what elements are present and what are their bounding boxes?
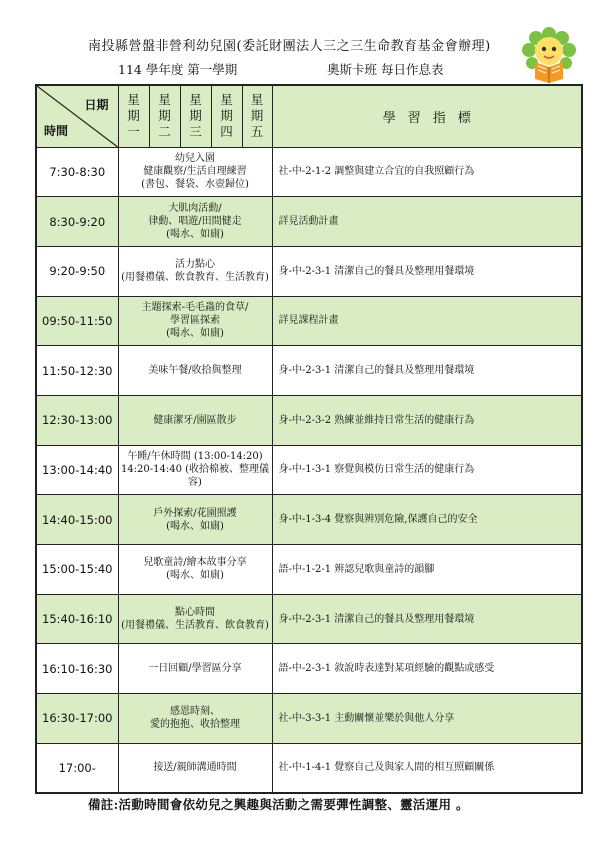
date-corner-label: 日期 — [84, 98, 109, 112]
schedule-row — [36, 197, 582, 247]
day-header-tuesday: 星 期 二 — [149, 85, 180, 147]
activity-line: (用餐禮儀、飲食教育、生活教育) — [121, 272, 269, 284]
school-title: 南投縣營盤非營利幼兒園(委託財團法人三之三生命教育基金會辦理) — [88, 39, 491, 54]
time-cell: 16:30-17:00 — [36, 694, 118, 744]
activity-line: 幼兒入園 — [175, 153, 215, 165]
activity-line: 美味午餐/收拾與整理 — [148, 365, 242, 377]
schedule-row — [36, 644, 582, 694]
day-header-wednesday: 星 期 三 — [180, 85, 211, 147]
activity-cell — [118, 395, 272, 445]
learning-indicator-cell: 語-中-2-3-1 敘說時表達對某項經驗的觀點或感受 — [272, 644, 582, 694]
schedule-row — [36, 594, 582, 644]
activity-line: (喝水、如廁) — [166, 570, 224, 582]
schedule-row — [36, 147, 582, 197]
activity-line: 學習區探索 — [170, 315, 220, 327]
time-cell: 09:50-11:50 — [36, 296, 118, 346]
activity-line: 兒歌童詩/繪本故事分享 — [143, 557, 247, 569]
activity-cell — [118, 594, 272, 644]
time-cell: 12:30-13:00 — [36, 395, 118, 445]
activity-cell — [118, 545, 272, 595]
schedule-row — [36, 296, 582, 346]
activity-cell — [118, 743, 272, 793]
schedule-body — [36, 147, 582, 793]
schedule-row — [36, 743, 582, 793]
learning-indicator-header: 學習指標 — [272, 85, 582, 147]
semester-label: 114 學年度 第一學期 — [118, 62, 238, 77]
activity-line: (用餐禮儀、生活教育、飲食教育) — [121, 620, 269, 632]
learning-indicator-cell: 身-中-2-3-1 清潔自己的餐具及整理用餐環境 — [272, 246, 582, 296]
class-schedule-label: 奧斯卡班 每日作息表 — [327, 62, 444, 77]
activity-line: 大肌肉活動/ — [168, 203, 222, 215]
activity-line: 戶外探索/花園照護 — [153, 507, 237, 519]
schedule-row — [36, 694, 582, 744]
activity-cell — [118, 246, 272, 296]
footnote: 備註:活動時間會依幼兒之興趣與活動之需要彈性調整、靈活運用 。 — [88, 797, 469, 812]
time-cell: 17:00- — [36, 743, 118, 793]
activity-line: 感恩時刻、 — [170, 706, 220, 718]
schedule-row — [36, 346, 582, 396]
time-cell: 15:00-15:40 — [36, 545, 118, 595]
schedule-row — [36, 495, 582, 545]
learning-indicator-cell: 身-中-2-3-1 清潔自己的餐具及整理用餐環境 — [272, 594, 582, 644]
activity-cell — [118, 346, 272, 396]
schedule-row — [36, 395, 582, 445]
time-cell: 7:30-8:30 — [36, 147, 118, 197]
daily-schedule-table — [35, 84, 583, 794]
day-header-thursday: 星 期 四 — [211, 85, 242, 147]
corner-header-cell — [36, 85, 118, 147]
activity-cell — [118, 445, 272, 495]
time-cell: 14:40-15:00 — [36, 495, 118, 545]
activity-line: (喝水、如廁) — [166, 520, 224, 532]
schedule-row — [36, 545, 582, 595]
learning-indicator-cell: 詳見活動計畫 — [272, 197, 582, 247]
time-cell: 13:00-14:40 — [36, 445, 118, 495]
activity-cell — [118, 495, 272, 545]
page-header — [0, 0, 600, 84]
activity-line: 活力點心 — [175, 259, 215, 271]
activity-cell — [118, 296, 272, 346]
learning-indicator-cell: 社-中-3-3-1 主動關懷並樂於與他人分享 — [272, 694, 582, 744]
activity-cell — [118, 197, 272, 247]
learning-indicator-cell: 社-中-1-4-1 覺察自己及與家人間的相互照顧關係 — [272, 743, 582, 793]
time-cell: 9:20-9:50 — [36, 246, 118, 296]
activity-line: 健康觀察/生活自理練習 — [143, 166, 247, 178]
time-cell: 11:50-12:30 — [36, 346, 118, 396]
learning-indicator-cell: 身-中-1-3-4 覺察與辨別危險,保護自己的安全 — [272, 495, 582, 545]
activity-line: 律動、唱遊/田間健走 — [148, 216, 242, 228]
activity-line: 健康潔牙/園區散步 — [153, 414, 237, 426]
activity-cell — [118, 147, 272, 197]
flower-reading-book-logo-icon — [518, 22, 580, 84]
schedule-row — [36, 246, 582, 296]
learning-indicator-cell: 身-中-2-3-2 熟練並維持日常生活的健康行為 — [272, 395, 582, 445]
activity-cell — [118, 694, 272, 744]
activity-line: 主題探索-毛毛蟲的食草/ — [141, 302, 249, 314]
activity-line: (喝水、如廁) — [166, 328, 224, 340]
activity-line: 接送/親師溝通時間 — [153, 762, 237, 774]
time-cell: 15:40-16:10 — [36, 594, 118, 644]
time-cell: 16:10-16:30 — [36, 644, 118, 694]
activity-line: 午睡/午休時間 (13:00-14:20) — [127, 451, 263, 463]
learning-indicator-cell: 詳見課程計畫 — [272, 296, 582, 346]
learning-indicator-cell: 身-中-1-3-1 察覺與模仿日常生活的健康行為 — [272, 445, 582, 495]
schedule-row — [36, 445, 582, 495]
activity-line: 14:20-14:40 (收拾棉被、整理儀容) — [120, 464, 270, 489]
learning-indicator-cell: 社-中-2-1-2 調整與建立合宜的自我照顧行為 — [272, 147, 582, 197]
learning-indicator-cell: 語-中-1-2-1 辨認兒歌與童詩的韻腳 — [272, 545, 582, 595]
time-corner-label: 時間 — [44, 123, 69, 138]
time-cell: 8:30-9:20 — [36, 197, 118, 247]
activity-line: 愛的抱抱、收拾整理 — [150, 719, 240, 731]
activity-line: (書包、餐袋、水壺歸位) — [141, 179, 249, 191]
learning-indicator-cell: 身-中-2-3-1 清潔自己的餐具及整理用餐環境 — [272, 346, 582, 396]
day-header-friday: 星 期 五 — [242, 85, 272, 147]
activity-line: (喝水、如廁) — [166, 229, 224, 241]
activity-cell — [118, 644, 272, 694]
activity-line: 一日回顧/學習區分享 — [148, 663, 242, 675]
table-header-row — [36, 85, 582, 147]
day-header-monday: 星 期 一 — [118, 85, 149, 147]
activity-line: 點心時間 — [175, 607, 215, 619]
